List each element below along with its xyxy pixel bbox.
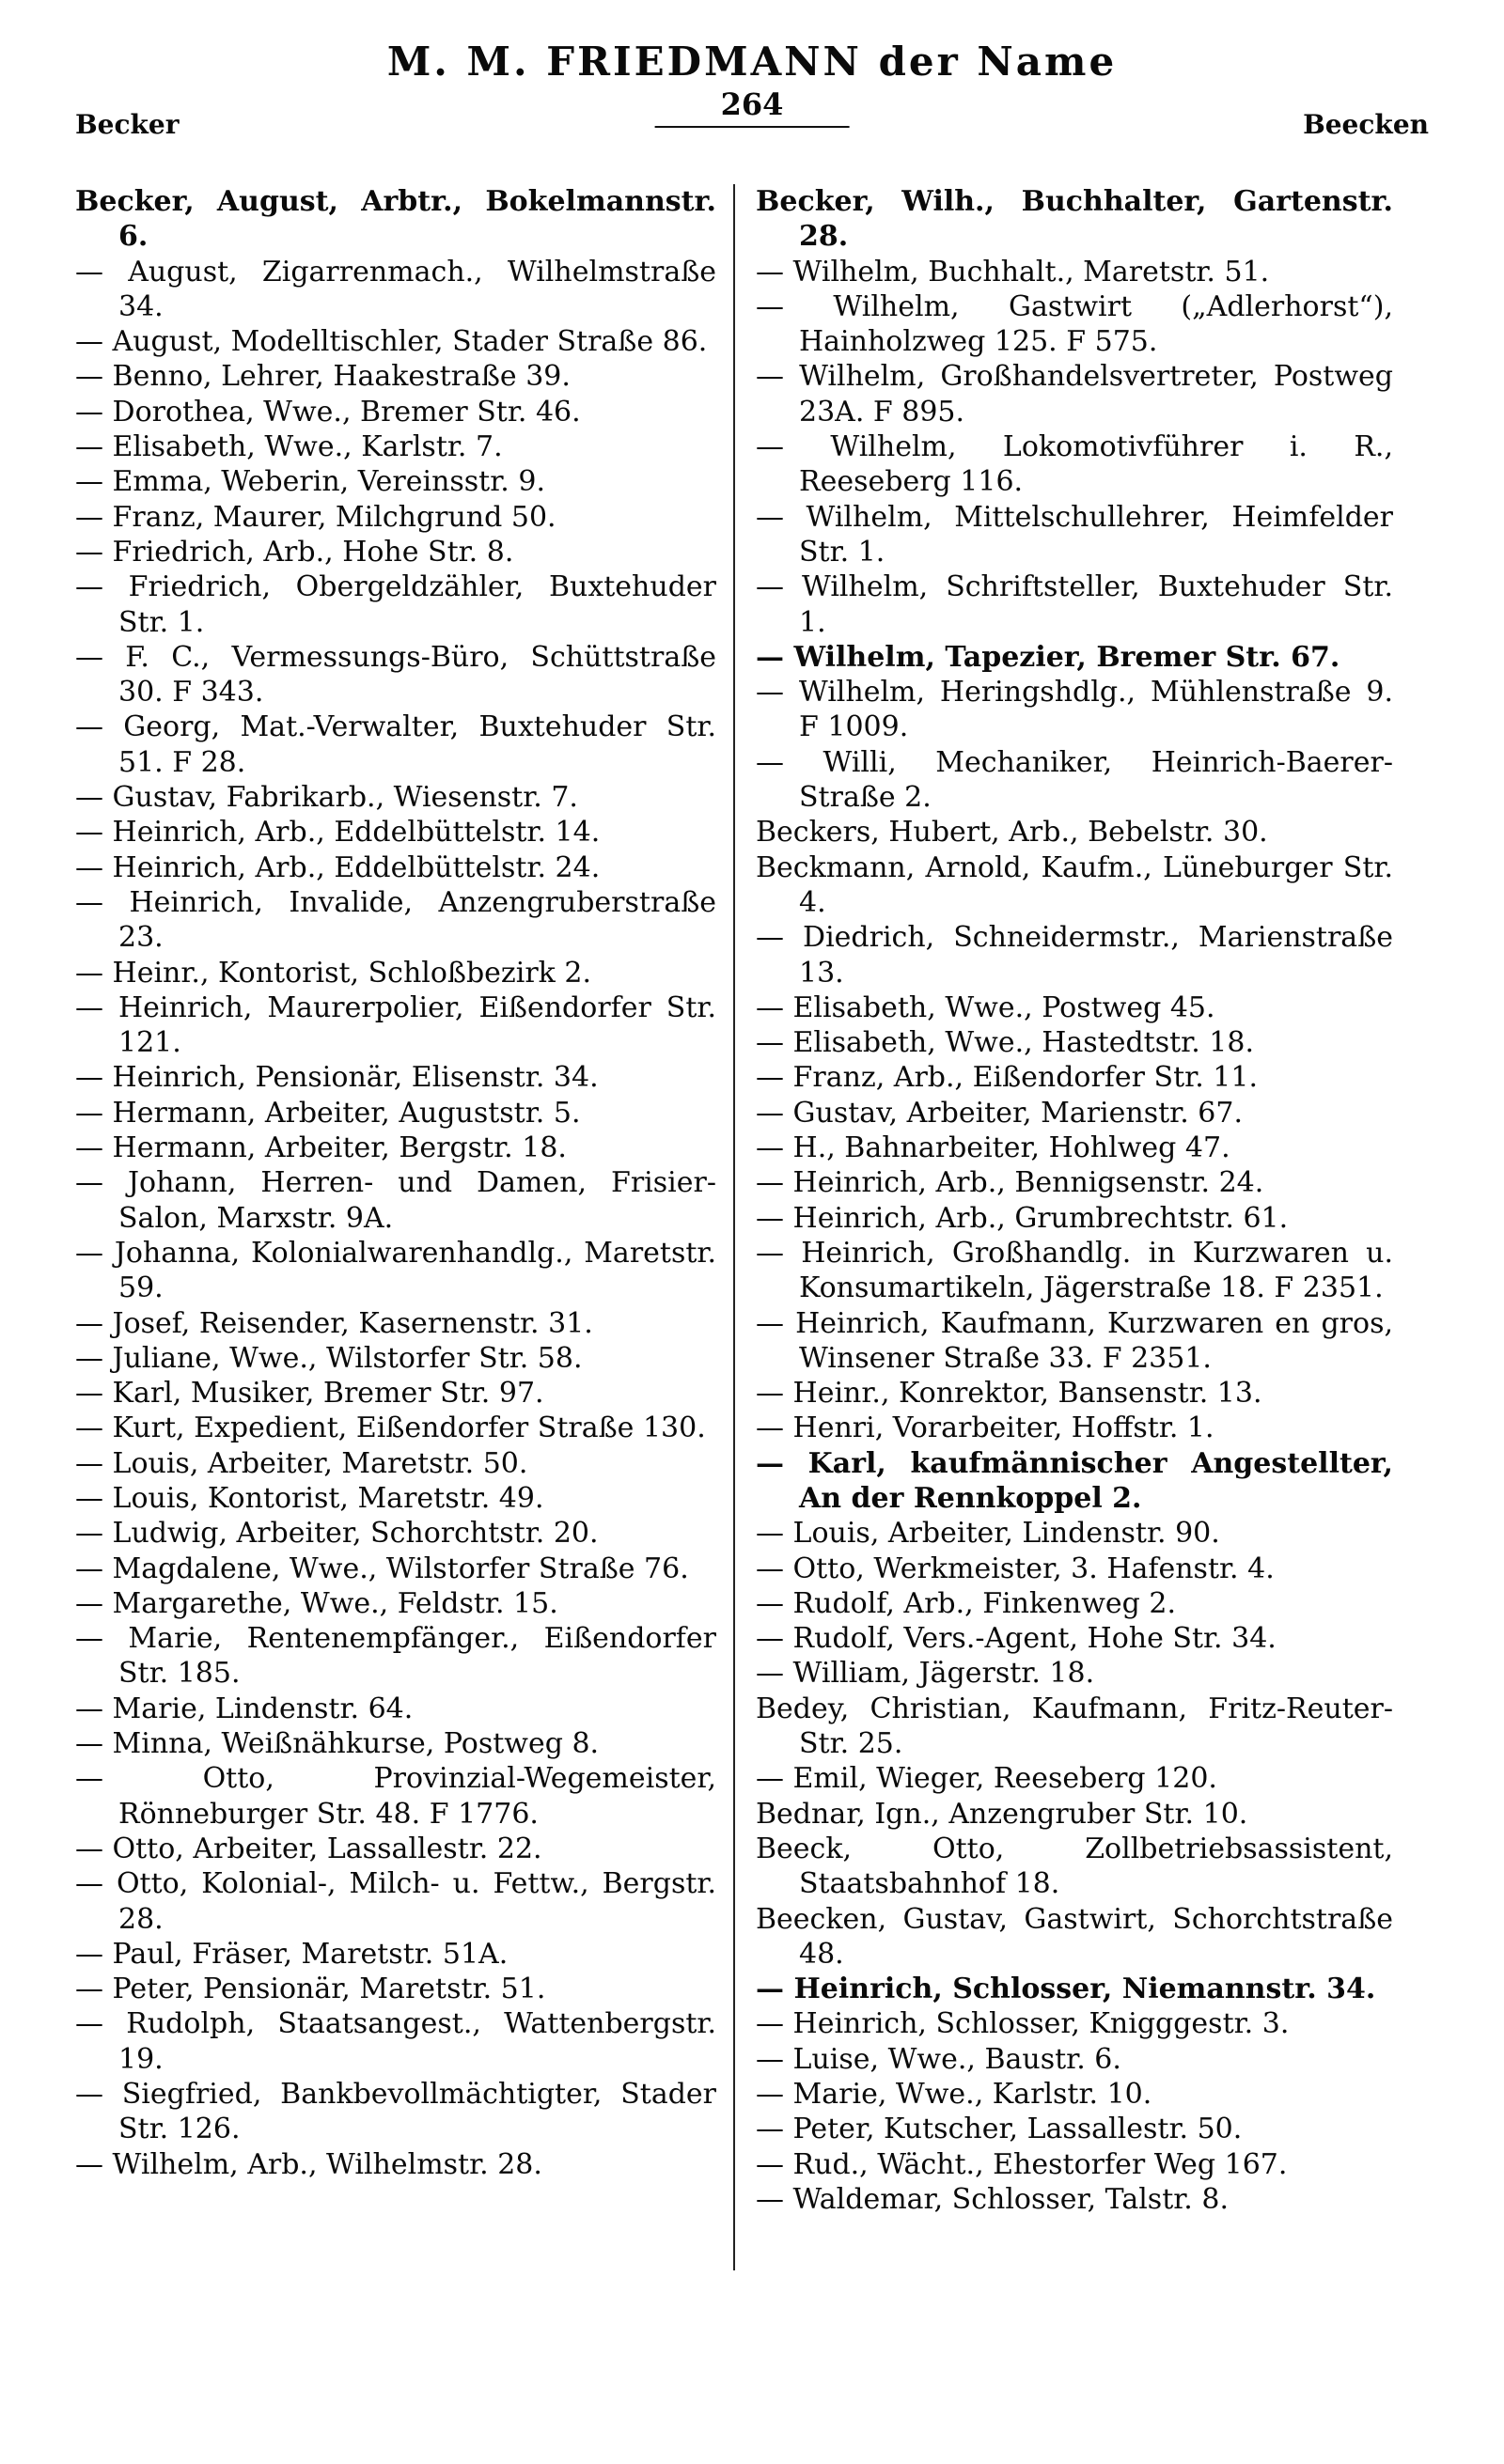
directory-entry: — Franz, Maurer, Milchgrund 50.: [75, 500, 556, 534]
directory-entry: — Johanna, Kolonialwarenhandlg., Maretstr. 59.: [75, 1236, 716, 1305]
directory-entry: — Diedrich, Schneidermstr., Marienstraße 13.: [756, 921, 1393, 990]
directory-entry: — Heinrich, Maurerpolier, Eißendorfer Str. 121.: [75, 990, 716, 1060]
running-head-left: Becker: [75, 109, 180, 140]
directory-entry: — Wilhelm, Heringshdlg., Mühlenstraße 9. F 1009.: [756, 676, 1393, 744]
directory-entry: — Heinrich, Großhandlg. in Kurzwaren u. Konsumartikeln, Jägerstraße 18. F 2351.: [756, 1236, 1393, 1305]
directory-entry: — Rudolf, Arb., Finkenweg 2.: [756, 1586, 1177, 1620]
directory-entry: Becker, Wilh., Buchhalter, Gartenstr. 28.: [756, 185, 1393, 254]
directory-entry: Beckmann, Arnold, Kaufm., Lüneburger Str. 4.: [756, 850, 1393, 919]
directory-entry: — Otto, Arbeiter, Lassallestr. 22.: [75, 1832, 542, 1865]
directory-entry: — Louis, Kontorist, Maretstr. 49.: [75, 1481, 544, 1515]
directory-entry: — Elisabeth, Wwe., Karlstr. 7.: [75, 430, 503, 464]
directory-entry: — H., Bahnarbeiter, Hohlweg 47.: [756, 1131, 1230, 1165]
running-head-right: Beecken: [1303, 109, 1429, 140]
directory-entry: — Heinr., Kontorist, Schloßbezirk 2.: [75, 956, 591, 990]
directory-entry: — Rudolf, Vers.-Agent, Hohe Str. 34.: [756, 1622, 1277, 1656]
directory-entry: — Heinrich, Arb., Bennigsenstr. 24.: [756, 1166, 1264, 1200]
directory-entry: — Rud., Wächt., Ehestorfer Weg 167.: [756, 2147, 1288, 2181]
directory-entry: — Friedrich, Obergeldzähler, Buxtehuder Str. 1.: [75, 570, 716, 639]
directory-entry: — Wilhelm, Großhandelsvertreter, Postweg 23A. F 895.: [756, 360, 1393, 429]
directory-entry: Beckers, Hubert, Arb., Bebelstr. 30.: [756, 816, 1268, 850]
left-column: [75, 184, 733, 2270]
directory-entry: Bednar, Ign., Anzengruber Str. 10.: [756, 1797, 1248, 1831]
directory-entry: — Hermann, Arbeiter, Auguststr. 5.: [75, 1096, 581, 1130]
directory-entry: — Franz, Arb., Eißendorfer Str. 11.: [756, 1061, 1258, 1095]
directory-entry: — Heinrich, Pensionär, Elisenstr. 34.: [75, 1061, 599, 1095]
directory-entry: — Hermann, Arbeiter, Bergstr. 18.: [75, 1131, 567, 1165]
directory-entry: — Heinrich, Invalide, Anzengruberstraße 23.: [75, 885, 716, 955]
directory-entry: — Wilhelm, Schriftsteller, Buxtehuder Str. 1.: [756, 570, 1393, 639]
directory-entry: — Wilhelm, Gastwirt („Adlerhorst“), Hainholzweg 125. F 575.: [756, 289, 1393, 359]
directory-entry: — Emil, Wieger, Reeseberg 120.: [756, 1762, 1217, 1796]
directory-entry: — Josef, Reisender, Kasernenstr. 31.: [75, 1306, 593, 1340]
directory-entry: — Wilhelm, Mittelschullehrer, Heimfelder Str. 1.: [756, 500, 1393, 569]
directory-entry: — F. C., Vermessungs-Büro, Schüttstraße 30. F 343.: [75, 640, 716, 710]
directory-entry: — Emma, Weberin, Vereinsstr. 9.: [75, 465, 545, 499]
directory-entry: — August, Modelltischler, Stader Straße 86.: [75, 325, 708, 359]
directory-entry: — August, Zigarrenmach., Wilhelmstraße 34.: [75, 255, 716, 323]
directory-entry: — Henri, Vorarbeiter, Hoffstr. 1.: [756, 1411, 1214, 1445]
directory-entry: — Paul, Fräser, Maretstr. 51A.: [75, 1937, 509, 1971]
directory-entry: — Willi, Mechaniker, Heinrich-Baerer-Straße 2.: [756, 745, 1393, 815]
directory-entry: — Heinrich, Schlosser, Knigggestr. 3.: [756, 2007, 1290, 2041]
directory-entry: — Wilhelm, Lokomotivführer i. R., Reeseberg 116.: [756, 430, 1393, 499]
directory-entry: — Peter, Kutscher, Lassallestr. 50.: [756, 2113, 1243, 2146]
directory-entry: — Juliane, Wwe., Wilstorfer Str. 58.: [75, 1341, 583, 1375]
directory-entry: Bedey, Christian, Kaufmann, Fritz-Reuter-Str. 25.: [756, 1692, 1393, 1761]
page-header: [75, 86, 1429, 147]
directory-entry: — Siegfried, Bankbevollmächtigter, Stader Str. 126.: [75, 2078, 716, 2146]
directory-entry: Beeck, Otto, Zollbetriebsassistent, Staatsbahnhof 18.: [756, 1832, 1393, 1901]
directory-entry: — Heinrich, Arb., Eddelbüttelstr. 24.: [75, 850, 601, 884]
directory-entry: — Otto, Provinzial-Wegemeister, Rönneburger Str. 48. F 1776.: [75, 1762, 716, 1831]
directory-entry: — Kurt, Expedient, Eißendorfer Straße 130.: [75, 1411, 706, 1445]
directory-entry: — Waldemar, Schlosser, Talstr. 8.: [756, 2182, 1229, 2216]
directory-entry: — Dorothea, Wwe., Bremer Str. 46.: [75, 395, 581, 429]
directory-entry: — Heinrich, Arb., Grumbrechtstr. 61.: [756, 1201, 1289, 1235]
directory-entry: — Otto, Werkmeister, 3. Hafenstr. 4.: [756, 1552, 1275, 1585]
directory-entry: — Otto, Kolonial-, Milch- u. Fettw., Bergstr. 28.: [75, 1867, 716, 1936]
directory-entry: — Marie, Wwe., Karlstr. 10.: [756, 2078, 1152, 2112]
directory-entry: — Louis, Arbeiter, Lindenstr. 90.: [756, 1517, 1220, 1551]
directory-entry: — Heinrich, Arb., Eddelbüttelstr. 14.: [75, 816, 601, 850]
entry-columns: [75, 184, 1429, 2270]
directory-entry: — Wilhelm, Arb., Wilhelmstr. 28.: [75, 2147, 542, 2181]
directory-entry: Becker, August, Arbtr., Bokelmannstr. 6.: [75, 185, 716, 254]
directory-entry: — Heinrich, Schlosser, Niemannstr. 34.: [756, 1973, 1376, 2006]
directory-entry: — Gustav, Fabrikarb., Wiesenstr. 7.: [75, 781, 578, 815]
directory-entry: — Marie, Rentenempfänger., Eißendorfer Str. 185.: [75, 1622, 716, 1691]
directory-entry: — Marie, Lindenstr. 64.: [75, 1692, 414, 1725]
directory-entry: — Minna, Weißnähkurse, Postweg 8.: [75, 1727, 600, 1761]
directory-entry: — Johann, Herren- und Damen, Frisier-Salon, Marxstr. 9A.: [75, 1166, 716, 1235]
publisher-heading: M. M. FRIEDMANN der Name: [386, 39, 1118, 85]
directory-entry: — Gustav, Arbeiter, Marienstr. 67.: [756, 1096, 1243, 1130]
directory-entry: — Wilhelm, Tapezier, Bremer Str. 67.: [756, 640, 1340, 674]
directory-entry: — Friedrich, Arb., Hohe Str. 8.: [75, 535, 514, 569]
directory-entry: — Ludwig, Arbeiter, Schorchtstr. 20.: [75, 1517, 599, 1551]
directory-entry: Beecken, Gustav, Gastwirt, Schorchtstraße 48.: [756, 1902, 1393, 1971]
directory-entry: — William, Jägerstr. 18.: [756, 1657, 1095, 1691]
right-column: [735, 184, 1393, 2270]
directory-entry: — Margarethe, Wwe., Feldstr. 15.: [75, 1586, 558, 1620]
directory-entry: — Rudolph, Staatsangest., Wattenbergstr. 19.: [75, 2007, 716, 2076]
directory-entry: — Karl, Musiker, Bremer Str. 97.: [75, 1377, 544, 1411]
directory-entry: — Benno, Lehrer, Haakestraße 39.: [75, 360, 571, 394]
directory-entry: — Wilhelm, Buchhalt., Maretstr. 51.: [756, 255, 1270, 289]
directory-entry: — Georg, Mat.-Verwalter, Buxtehuder Str. 51. F 28.: [75, 710, 716, 779]
directory-entry: — Louis, Arbeiter, Maretstr. 50.: [75, 1446, 528, 1480]
directory-entry: — Heinr., Konrektor, Bansenstr. 13.: [756, 1377, 1262, 1411]
directory-entry: — Luise, Wwe., Baustr. 6.: [756, 2042, 1121, 2076]
directory-entry: — Elisabeth, Wwe., Hastedtstr. 18.: [756, 1026, 1254, 1060]
directory-entry: — Elisabeth, Wwe., Postweg 45.: [756, 990, 1215, 1024]
page-number: 264: [655, 86, 850, 128]
directory-entry: — Heinrich, Kaufmann, Kurzwaren en gros, Winsener Straße 33. F 2351.: [756, 1306, 1393, 1375]
directory-entry: — Karl, kaufmännischer Angestellter, An der Rennkoppel 2.: [756, 1446, 1393, 1515]
directory-entry: — Peter, Pensionär, Maretstr. 51.: [75, 1973, 546, 2006]
directory-entry: — Magdalene, Wwe., Wilstorfer Straße 76.: [75, 1552, 689, 1585]
